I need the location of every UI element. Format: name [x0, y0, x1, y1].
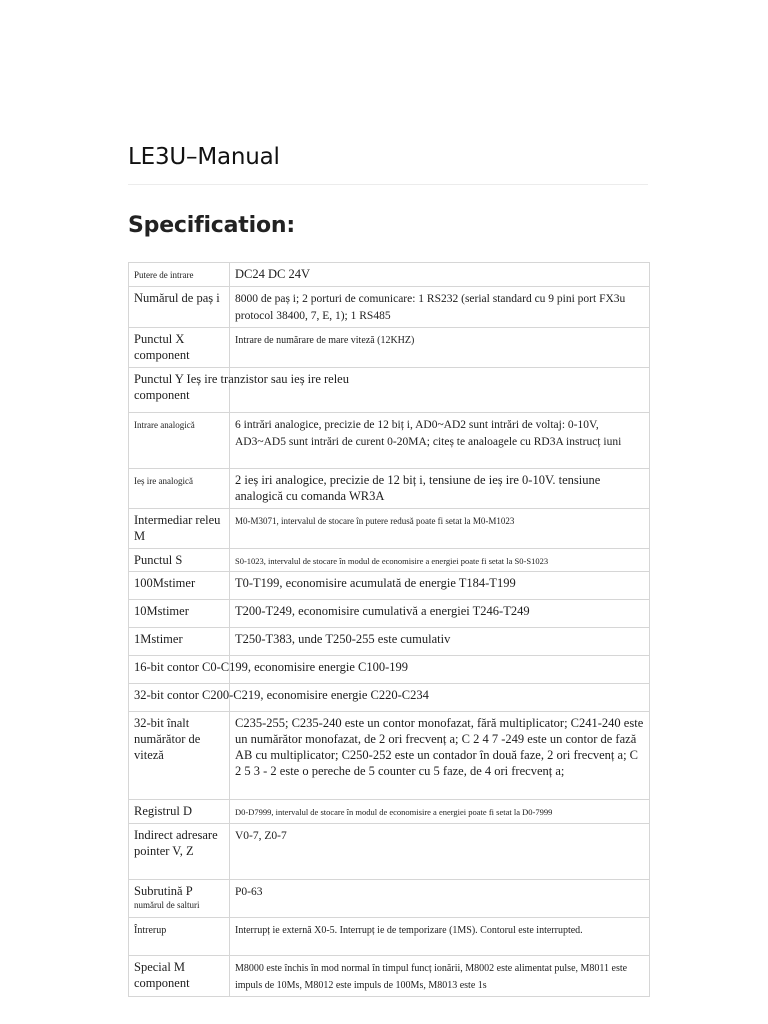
- row-label: Indirect adresare pointer V, Z: [129, 824, 230, 880]
- row-label: 10Mstimer: [129, 600, 230, 628]
- row-label: Intrare analogică: [129, 413, 230, 469]
- row-value: T0-T199, economisire acumulată de energie T184-T199: [230, 572, 650, 600]
- row-value: 2 ieș iri analogice, precizie de 12 biț i, tensiune de ieș ire 0-10V. tensiune analogică cu comanda WR3A: [230, 469, 650, 509]
- table-row: [129, 600, 650, 628]
- row-value: 6 intrări analogice, precizie de 12 biț i, AD0~AD2 sunt intrări de voltaj: 0-10V, AD3~AD5 sunt intrări de curent 0-20MA; citeș te analoagele cu RD3A instrucț iuni: [230, 413, 650, 469]
- table-row: [129, 263, 650, 287]
- row-value: DC24 DC 24V: [230, 263, 650, 287]
- row-label: Întrerup: [129, 918, 230, 956]
- table-row: [129, 287, 650, 328]
- table-row: [129, 880, 650, 918]
- row-value: S0-1023, intervalul de stocare în modul de economisire a energiei poate fi setat la S0-S1023: [230, 549, 650, 572]
- table-row: [129, 918, 650, 956]
- row-value: 8000 de paș i; 2 porturi de comunicare: 1 RS232 (serial standard cu 9 pini port FX3u protocol 38400, 7, E, 1); 1 RS485: [230, 287, 650, 328]
- section-heading: Specification:: [128, 213, 295, 238]
- row-label: 16-bit contor C0-C199, economisire energie C100-199: [129, 656, 230, 684]
- row-label: 1Mstimer: [129, 628, 230, 656]
- page-bottom-mask: [0, 997, 768, 1024]
- document-title: LE3U–Manual: [128, 144, 280, 170]
- row-sublabel: numărul de salturi: [134, 900, 200, 910]
- row-label: Punctul Y Ieș ire tranzistor sau ieș ire releu component: [129, 368, 230, 413]
- row-value: C235-255; C235-240 este un contor monofazat, fără multiplicator; C241-240 este un numărător monofazat, de 2 ori frecvenț a; C 2 4 7 -249 este un contor de fază AB cu multiplicator; C250-252 este un contador în două faze, 2 ori frecvenț a; C 2 5 3 - 2 este o pereche de 5 counter cu 5 faze, de 4 ori frecvenț a;: [230, 712, 650, 800]
- table-row: [129, 800, 650, 824]
- row-label: Intermediar releu M: [129, 509, 230, 549]
- table-row: [129, 656, 650, 684]
- row-value: M0-M3071, intervalul de stocare în putere redusă poate fi setat la M0-M1023: [230, 509, 650, 549]
- row-label: [129, 880, 230, 918]
- table-row: [129, 824, 650, 880]
- table-row: [129, 684, 650, 712]
- specification-table: [128, 262, 650, 997]
- row-label: Numărul de paș i: [129, 287, 230, 328]
- row-value: Intrare de numărare de mare viteză (12KHZ): [230, 328, 650, 368]
- row-value: V0-7, Z0-7: [230, 824, 650, 880]
- row-label: Punctul X component: [129, 328, 230, 368]
- row-value: T250-T383, unde T250-255 este cumulativ: [230, 628, 650, 656]
- row-label: 32-bit contor C200-C219, economisire energie C220-C234: [129, 684, 230, 712]
- table-row: [129, 368, 650, 413]
- row-value: M8000 este închis în mod normal în timpul funcț ionării, M8002 este alimentat pulse, M8011 este impuls de 10Ms, M8012 este impuls de 100Ms, M8013 este 1s: [230, 956, 650, 997]
- table-row: [129, 956, 650, 997]
- row-value: D0-D7999, intervalul de stocare în modul de economisire a energiei poate fi setat la D0-7999: [230, 800, 650, 824]
- table-row: [129, 549, 650, 572]
- row-value: P0-63: [230, 880, 650, 918]
- row-label: Ieș ire analogică: [129, 469, 230, 509]
- title-divider: [128, 184, 648, 185]
- row-label: Registrul D: [129, 800, 230, 824]
- table-row: [129, 328, 650, 368]
- row-label: Putere de intrare: [129, 263, 230, 287]
- table-row: [129, 469, 650, 509]
- table-row: [129, 509, 650, 549]
- row-value: T200-T249, economisire cumulativă a energiei T246-T249: [230, 600, 650, 628]
- table-row: [129, 628, 650, 656]
- row-label: 100Mstimer: [129, 572, 230, 600]
- row-label: Special M component: [129, 956, 230, 997]
- row-label: Punctul S: [129, 549, 230, 572]
- table-row: [129, 572, 650, 600]
- row-label-main: Subrutină P: [134, 884, 193, 898]
- table-row: [129, 712, 650, 800]
- row-value: Interrupț ie externă X0-5. Interrupț ie de temporizare (1MS). Contorul este interrupted.: [230, 918, 650, 956]
- row-label: 32-bit înalt numărător de viteză: [129, 712, 230, 800]
- table-row: [129, 413, 650, 469]
